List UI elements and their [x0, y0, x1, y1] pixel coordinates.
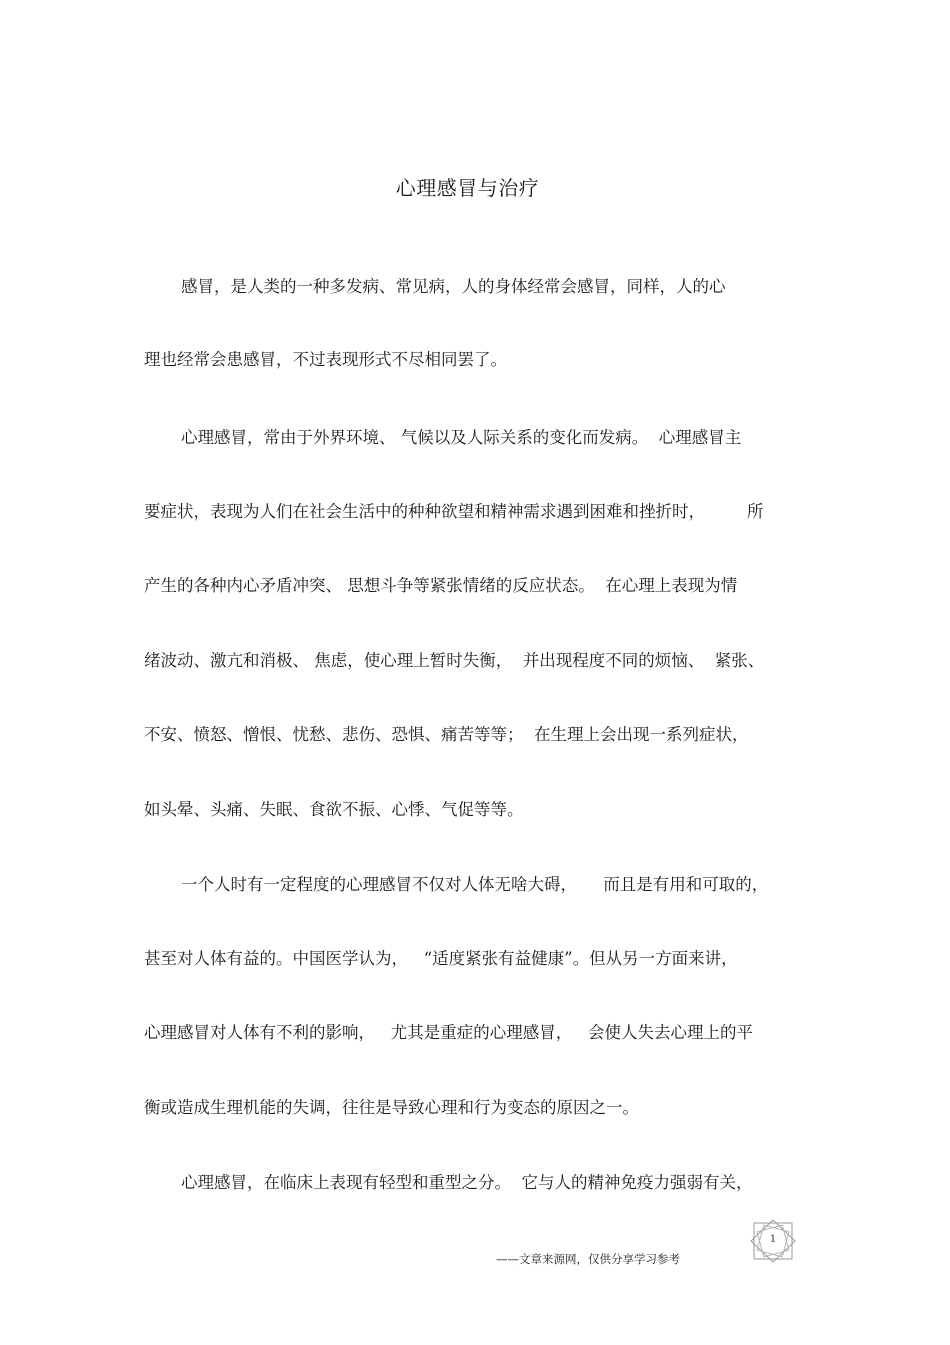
paragraph-2-line-1: 心理感冒，常由于外界环境、 气候以及人际关系的变化而发病。 心理感冒主: [181, 428, 742, 447]
page-number: 1: [769, 1234, 777, 1245]
paragraph-3-line-4: 衡或造成生理机能的失调，往往是导致心理和行为变态的原因之一。: [144, 1098, 639, 1117]
paragraph-1-line-1: 感冒，是人类的一种多发病、常见病，人的身体经常会感冒，同样，人的心: [181, 277, 726, 296]
document-title: 心理感冒与治疗: [395, 176, 540, 200]
paragraph-4-line-1: 心理感冒，在临床上表现有轻型和重型之分。 它与人的精神免疫力强弱有关，: [181, 1173, 753, 1192]
paragraph-2-line-6: 如头晕、头痛、失眠、食欲不振、心悸、气促等等。: [144, 800, 524, 819]
paragraph-3-line-3: 心理感冒对人体有不利的影响， 尤其是重症的心理感冒， 会使人失去心理上的平: [144, 1023, 753, 1042]
paragraph-2-line-2: 要症状，表现为人们在社会生活中的种种欲望和精神需求遇到困难和挫折时， 所: [144, 502, 764, 521]
footer-source-note: ——文章来源网，仅供分享学习参考: [496, 1252, 680, 1266]
paragraph-3-line-1: 一个人时有一定程度的心理感冒不仅对人体无啥大碍， 而且是有用和可取的，: [181, 875, 769, 894]
page-number-badge: [748, 1219, 798, 1263]
paragraph-2-line-3: 产生的各种内心矛盾冲突、 思想斗争等紧张情绪的反应状态。 在心理上表现为情: [144, 576, 738, 595]
paragraph-2-line-4: 绪波动、激亢和消极、 焦虑，使心理上暂时失衡， 并出现程度不同的烦恼、 紧张、: [144, 651, 765, 670]
paragraph-1-line-2: 理也经常会患感冒，不过表现形式不尽相同罢了。: [144, 350, 507, 369]
paragraph-2-line-5: 不安、愤怒、憎恨、忧愁、悲伤、恐惧、痛苦等等； 在生理上会出现一系列症状，: [144, 725, 749, 744]
paragraph-3-line-2: 甚至对人体有益的。中国医学认为， “适度紧张有益健康”。但从另一方面来讲，: [144, 949, 738, 968]
